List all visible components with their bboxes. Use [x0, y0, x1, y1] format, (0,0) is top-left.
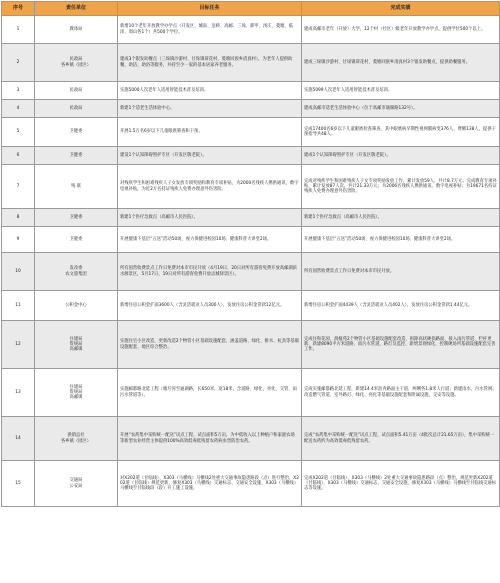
table-row: [2, 227, 500, 253]
row-result: 建成1个认知障碍照护专区（开发区敬老院）。: [302, 147, 500, 165]
row-target: 新增住房公积金扩面3600人（含灵活就业人员300人），发放住房公积金贷款12亿元。: [118, 291, 302, 321]
row-result: 完成住和花园、润植苑2个物管小区基础设施配套改造，拆除高状硬损路面、接入雨污管道、栏杆更新、新建8090平方米道路、雨污水管道，路灯及监控、新增景观绿化，控制硬场所基础设施配套完善工作。: [302, 321, 500, 369]
row-unit: 公积金中心: [35, 291, 118, 321]
row-index: 2: [2, 44, 35, 82]
row-target: 对残疾学生和困难残疾人子女发放专项奖励和教育专项补贴，为2000名残疾人携供通讯、数字电视补贴，为近2万名持证残疾人免费办理意外伤害险。: [118, 165, 302, 209]
row-unit: 卫健委: [35, 227, 118, 253]
table-row: [2, 417, 500, 461]
table-row: [2, 165, 500, 209]
row-unit: 卫健委: [35, 118, 118, 147]
row-index: 11: [2, 291, 35, 321]
row-target: 实施邮都路北延工程（塘圩河至通湖路，长650米，宽18米，含道路、绿化、亮化、交管、雨污水管道等）。: [118, 369, 302, 417]
row-result: 完成17400名6岁以下儿童眼底检查筛查，其中眼底病早期性视网膜病变376人、费腾138人、提供干预指导共48人。: [302, 118, 500, 147]
table-row: [2, 100, 500, 118]
row-index: 10: [2, 253, 35, 291]
table-row: [2, 369, 500, 417]
row-unit: 住建局 资规局 高邮镇: [35, 321, 118, 369]
row-result: 开展健康下基层“五送”活动50场、视力保健进校园10场、健康科普大讲堂2场。: [302, 227, 500, 253]
row-unit: 民政局: [35, 82, 118, 100]
row-index: 6: [2, 147, 35, 165]
row-result: 完成实施邮都路北延工程，新建14.4米沥青路面主干道，两侧各1.8米人行道；新建雨水、污水管网；改造燃气管道、室外路灯、绿化、亮化等基础设施配套和附属设施，交安等设施。: [302, 369, 500, 417]
row-target: 对X202道（甘临线）、X303（马横线）马横线2处重大交通事故隐患路段（点）进行整治，X202道（甘临线）规范更新、修复X303（马横线）交通标志、交通安全设施，X303（马横线）马横线至甘临线段（段）开工施工设施。: [118, 461, 302, 507]
row-unit: 教体局: [35, 16, 118, 44]
row-result: 建成三垛镇沙游村、甘垛镇荷花村、菱塘回族乡清真村3个银发助餐点，提供助餐服务。: [302, 44, 500, 82]
row-target: 开展健康下基层“五送”活动50场，视力保健进校园10场、健康科普大讲堂2场。: [118, 227, 302, 253]
row-index: 1: [2, 16, 35, 44]
header-responsible-unit: 责任单位: [35, 2, 118, 16]
row-target: 新建1个医疗急救点（高邮市人民医院）。: [118, 209, 302, 227]
table-row: [2, 147, 500, 165]
table-body: [2, 16, 500, 507]
row-target: 新增10个老年开放教学办学点（开发区、城南、送桥、高邮、三垛、卸甲、汤庄、菱塘、临泽、周山各1个）共500个学位。: [118, 16, 302, 44]
header-index: 序号: [2, 2, 35, 16]
table-row: [2, 118, 500, 147]
row-unit: 卫健委: [35, 209, 118, 227]
table-row: [2, 321, 500, 369]
row-target: 开展“农药集中采购统一配送”试点工程，试点面积5万亩，为中低收入以上种植户和家庭农场等新型农业经营主体提供100%高效低毒低残留农药病虫害防治农药。: [118, 417, 302, 461]
table-row: [2, 16, 500, 44]
row-index: 7: [2, 165, 35, 209]
row-index: 5: [2, 118, 35, 147]
row-result: 实施5099人次老年人适用智能技术普及培训。: [302, 82, 500, 100]
row-target: 实施住宅小区改造，更新改造2个物管小区基础设施配套，涵盖道路、绿化、排水、杭劲等基础设施配套、地区综合整治。: [118, 321, 302, 369]
row-target: 实施5000人次老年人适用智能技术普及培训。: [118, 82, 302, 100]
table-row: [2, 253, 500, 291]
row-index: 12: [2, 321, 35, 369]
row-unit: 民政局 各乡镇（园区）: [35, 44, 118, 82]
row-unit: 交通局 公安局: [35, 461, 118, 507]
table-row: [2, 209, 500, 227]
row-unit: 残 联: [35, 165, 118, 209]
table-row: [2, 291, 500, 321]
row-target: 开展1.5万名6岁以下儿童眼底筛查和干预。: [118, 118, 302, 147]
row-result: 新增住房公积金扩面4439人（含灵活就业人员402人），发放住房公积金贷款1.44亿元。: [302, 291, 500, 321]
row-unit: 卫健委: [35, 147, 118, 165]
row-result: 所有国营收费景点工作日免费对本市市民开放。: [302, 253, 500, 291]
row-result: 建成高邮市老年（开放）大学，12个村（社区）级老年开放教学办学点，提供学位500个以上。: [302, 16, 500, 44]
row-index: 9: [2, 227, 35, 253]
table-header-row: [2, 2, 500, 16]
row-result: 新建1个医疗急救点（高邮市人民医院）。: [302, 209, 500, 227]
row-result: 完成X202道（甘临线）、X303（马横线）2处重大交通事故隐患路段（点）整治，规范更新X202道（甘临线）、X303（马横线）交通标志、交通安全设施，修复X303（马横线）马横线至甘临线交通标志等设施。: [302, 461, 500, 507]
row-index: 3: [2, 82, 35, 100]
row-target: 建成3个银发助餐点（三垛镇沙游村、甘垛镇荷花村、菱塘回族乡清真村），为老年人提供助餐、助洁、助浴等服务，并持至少一家的基本居家养老服务。: [118, 44, 302, 82]
row-target: 建设1个认知障碍照护专区（开发区敬老院）。: [118, 147, 302, 165]
table-row: [2, 44, 500, 82]
header-target-task: 目标任务: [118, 2, 302, 16]
row-unit: 住建局 资规局 高邮镇: [35, 369, 118, 417]
header-completion-result: 完成实绩: [302, 2, 500, 16]
row-index: 8: [2, 209, 35, 227]
table-row: [2, 461, 500, 507]
row-unit: 民政局: [35, 100, 118, 118]
row-unit: 发改委 农文旅集团: [35, 253, 118, 291]
row-index: 4: [2, 100, 35, 118]
table-row: [2, 82, 500, 100]
row-result: 完成对残疾学生和困难残疾人子女专项奖励发放工作，累计发放59人，共计8.7万元；完成教育专项补贴，累计发放87人次，共计21.33万元；为2006名残疾人携供通讯、数字电视补贴；为19671名持证残疾人免费办理意外伤害险。: [302, 165, 500, 209]
row-index: 13: [2, 369, 35, 417]
row-target: 所有国营收费景点工作日免费对本市市民开放（4月19日、20日对所有游客免费开放高邮湖滨水源景区，5月17日、19日对所有游客免费开放盂城驿景区）。: [118, 253, 302, 291]
row-unit: 供销总社 各乡镇（园区）: [35, 417, 118, 461]
row-index: 14: [2, 417, 35, 461]
row-result: 完成“农药集中采购统一配送”试点工程，试点面积5.41万亩（4批次总计21.65万亩），集中采购统一配送农药约为高效低毒低残留农药。: [302, 417, 500, 461]
tasks-table: [1, 1, 500, 507]
row-result: 建成高邮市适老生活体验中心（位于高邮市通湖路132号）。: [302, 100, 500, 118]
row-target: 新建1个适老生活体验中心。: [118, 100, 302, 118]
row-index: 15: [2, 461, 35, 507]
